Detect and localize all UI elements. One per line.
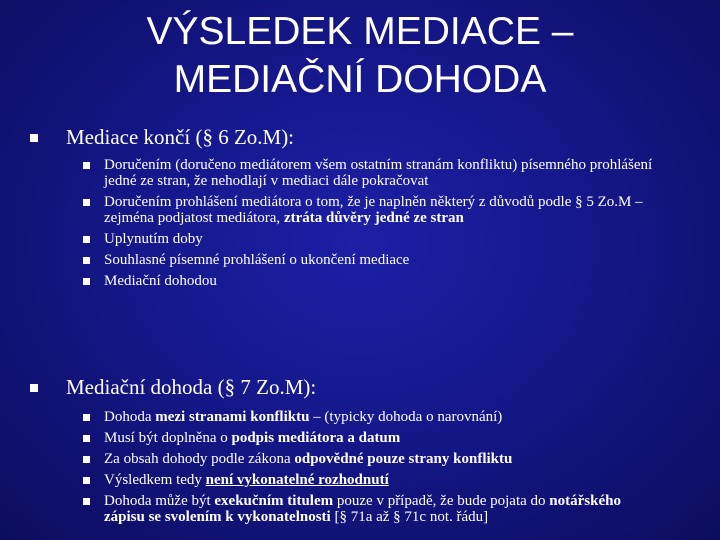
list-item (0, 409, 720, 425)
bullet-list (0, 409, 720, 525)
square-bullet-icon (83, 498, 90, 505)
item-text: Dohoda (104, 409, 156, 425)
item-text: pouze v případě, že bude pojata do (333, 493, 550, 509)
square-bullet-icon (83, 236, 90, 243)
item-text: Uplynutím doby (104, 231, 203, 247)
square-bullet-icon (30, 134, 38, 142)
square-bullet-icon (83, 435, 90, 442)
item-text-bold: podpis mediátora a datum (231, 430, 401, 446)
square-bullet-icon (83, 414, 90, 421)
item-text: Výsledkem tedy (104, 472, 206, 488)
item-text-bold: notářského zápisu se svolením k vykonatelnosti (104, 493, 621, 525)
square-bullet-icon (83, 456, 90, 463)
item-text: Souhlasné písemné prohlášení o ukončení mediace (104, 252, 410, 268)
list-item (0, 194, 720, 226)
section-heading (0, 374, 720, 400)
square-bullet-icon (83, 278, 90, 285)
item-text-bold: ztráta důvěry jedné ze stran (283, 210, 464, 226)
title-line-2: MEDIAČNÍ DOHODA (173, 58, 547, 101)
item-text: Musí být doplněna o (104, 430, 232, 446)
list-item (0, 451, 720, 467)
list-item (0, 430, 720, 446)
list-item (0, 273, 720, 289)
bullet-list (0, 157, 720, 289)
item-text-bold: exekučním titulem (214, 493, 334, 509)
square-bullet-icon (83, 162, 90, 169)
list-item (0, 157, 720, 189)
list-item (0, 231, 720, 247)
section-heading-text: Mediace končí (§ 6 Zo.M): (66, 125, 295, 149)
item-text-bold-underlined: není vykonatelné rozhodnutí (205, 472, 389, 488)
item-text: Dohoda může být (104, 493, 215, 509)
item-text-bold: mezi stranami konfliktu (155, 409, 310, 425)
list-item (0, 252, 720, 268)
title-line-1: VÝSLEDEK MEDIACE – (146, 10, 574, 53)
item-text-bold: odpovědné pouze strany konfliktu (294, 451, 513, 467)
square-bullet-icon (83, 477, 90, 484)
section-heading (0, 124, 720, 150)
item-text: Mediační dohodou (104, 273, 217, 289)
section-mediation-end (0, 124, 720, 289)
list-item (0, 493, 720, 525)
slide-title (60, 8, 660, 104)
item-text: Za obsah dohody podle zákona (104, 451, 295, 467)
item-text: Doručením prohlášení mediátora o tom, že je naplněn některý z důvodů podle § 5 Zo.M – zejména podjatost mediátora, (104, 194, 643, 226)
item-text: – (typicky dohoda o narovnání) (309, 409, 503, 425)
section-mediation-agreement (0, 374, 720, 525)
square-bullet-icon (30, 384, 38, 392)
item-text: Doručením (doručeno mediátorem všem ostatním stranám konfliktu) písemného prohlášení jedné ze stran, že nehodlají v mediaci dále pokračovat (104, 157, 653, 189)
item-text: [§ 71a až § 71c not. řádu] (330, 509, 489, 525)
square-bullet-icon (83, 199, 90, 206)
square-bullet-icon (83, 257, 90, 264)
section-heading-text: Mediační dohoda (§ 7 Zo.M): (66, 375, 317, 399)
list-item (0, 472, 720, 488)
